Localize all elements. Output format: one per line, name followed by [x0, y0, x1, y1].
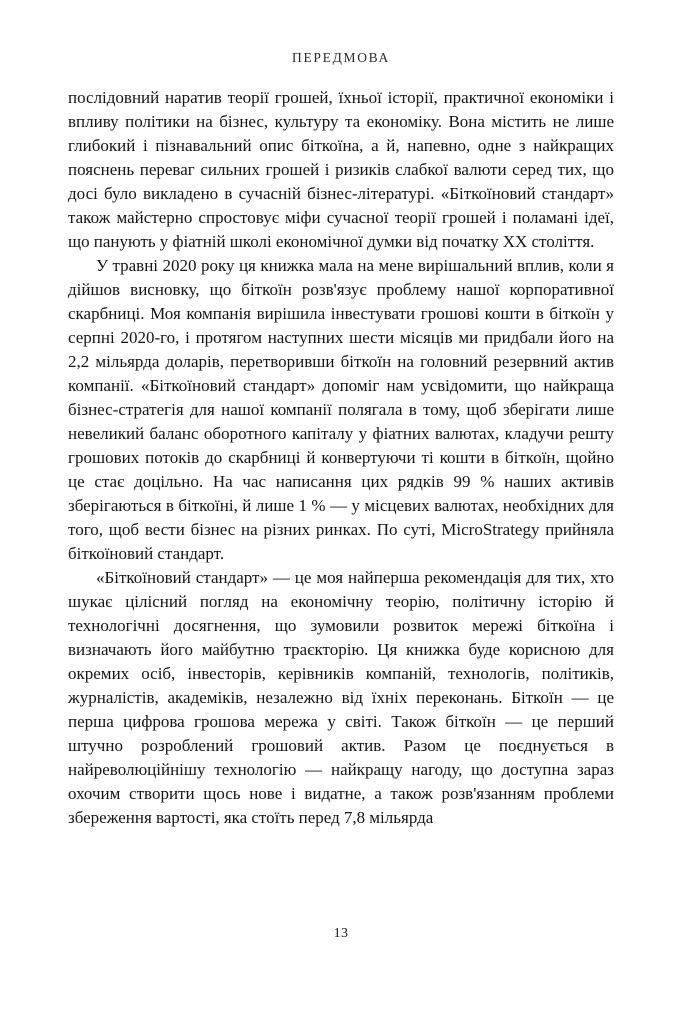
body-paragraph: послідовний наратив теорії грошей, їхньої історії, практичної економіки і впливу політики на бізнес, культуру та економіку. Вона містить не лише глибокий і пізнавальний опис біткоїна, а й, напевно, одне з найкращих пояснень переваг сильних грошей і ризиків слабкої валюти серед тих, що досі було викладено в сучасній бізнес-літературі. «Біткоїновий стандарт» також майстерно спростовує міфи сучасної теорії грошей і поламані ідеї, що панують у фіатній школі економічної думки від початку XX століття. [68, 88, 614, 251]
running-head: ПЕРЕДМОВА [292, 50, 390, 65]
page-number: 13 [333, 926, 349, 941]
body-paragraph: «Біткоїновий стандарт» — це моя найперша рекомендація для тих, хто шукає цілісний погляд на економічну теорію, політичну історію й технологічні досягнення, що зумовили розвиток мережі біткоїна і визначають його майбутню траєкторію. Ця книжка буде корисною для окремих осіб, інвесторів, керівників компаній, технологів, політиків, журналістів, академіків, незалежно від їхніх переконань. Біткоїн — це перша цифрова грошова мережа у світі. Також біткоїн — це перший штучно розроблений грошовий актив. Разом це поєднується в найреволюційнішу технологію — найкращу нагоду, що доступна зараз охочим створити щось нове і видатне, а також розв'язанням проблеми збереження вартості, яка стоїть перед 7,8 мільярда [68, 568, 614, 827]
body-paragraph: У травні 2020 року ця книжка мала на мене вирішальний вплив, коли я дійшов висновку, що біткоїн розв'язує проблему нашої корпоративної скарбниці. Моя компанія вирішила інвестувати грошові кошти в біткоїн у серпні 2020-го, і протягом наступних шести місяців ми придбали його на 2,2 мільярда доларів, перетворивши біткоїн на головний резервний актив компанії. «Біткоїновий стандарт» допоміг нам усвідомити, що найкраща бізнес-стратегія для нашої компанії полягала в тому, щоб зберігати лише невеликий баланс оборотного капіталу у фіатних валютах, кладучи решту грошових потоків до скарбниці й конвертуючи ті кошти в біткоїн, щойно це стає доцільно. На час написання цих рядків 99 % наших активів зберігаються в біткоїні, й лише 1 % — у місцевих валютах, необхідних для того, щоб вести бізнес на різних ринках. По суті, MicroStrategy прийняла біткоїновий стандарт. [68, 256, 614, 563]
body-text-column [68, 86, 614, 830]
